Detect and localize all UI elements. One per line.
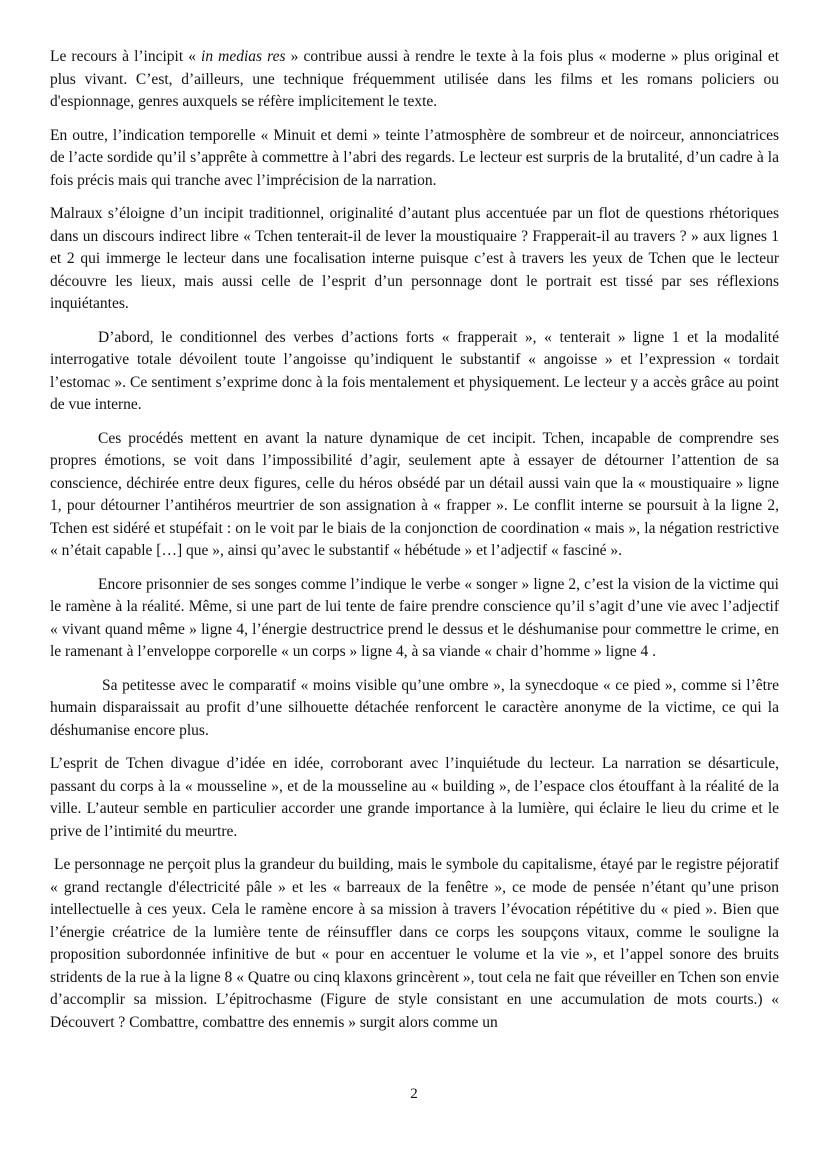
paragraph-incipit: [50, 46, 779, 114]
paragraph-conditionnel: D’abord, le conditionnel des verbes d’actions forts « frapperait », « tenterait » ligne 1 et la modalité interrogative totale dévoilent toute l’angoisse qu’indiquent le substantif « angoisse » et l’expression « tordait l’estomac ». Ce sentiment s’exprime donc à la fois mentalement et physiquement. Le lecteur y a accès grâce au point de vue interne.: [50, 328, 779, 413]
paragraph-petitesse: Sa petitesse avec le comparatif « moins visible qu’une ombre », la synecdoque « ce pied », comme si l’être humain disparaissait au profit d’une silhouette détachée renforcent le caractère anonyme de la victime, ce qui la déshumanise encore plus.: [50, 676, 779, 739]
paragraph-temporal: En outre, l’indication temporelle « Minuit et demi » teinte l’atmosphère de sombreur et de noirceur, annonciatrices de l’acte sordide qu’il s’apprête à commettre à l’abri des regards. Le lecteur est surpris de la brutalité, d’un cadre à la fois précis mais qui tranche avec l’imprécision de la narration.: [50, 126, 779, 189]
paragraph-procedes: Ces procédés mettent en avant la nature dynamique de cet incipit. Tchen, incapable de comprendre ses propres émotions, se voit dans l’impossibilité d’agir, seulement apte à essayer de détourner l’attention de sa conscience, déchirée entre deux figures, celle du héros obsédé par un détail aussi vain que la « moustiquaire » ligne 1, pour détourner l’antihéros meurtrier de son assignation à « frapper ». Le conflit interne se poursuit à la ligne 2, Tchen est sidéré et stupéfait : on le voit par le biais de la conjonction de coordination « mais », la négation restrictive « n’était capable […] que », ainsi qu’avec le substantif « hébétude » et l’adjectif « fasciné ».: [50, 429, 779, 559]
paragraph-incipit-pre: Le recours à l’incipit «: [50, 48, 202, 65]
paragraph-incipit-post: » contribue aussi à rendre le texte à la fois plus « moderne » plus original et plus vivant. C’est, d’ailleurs, une technique fréquemment utilisée dans les films et les romans policiers ou d'espionnage, genres auxquels se réfère implicitement le texte.: [50, 48, 780, 110]
latin-phrase: in medias res: [201, 48, 286, 65]
paragraph-personnage: Le personnage ne perçoit plus la grandeur du building, mais le symbole du capitalisme, étayé par le registre péjoratif « grand rectangle d'électricité pâle » et les « barreaux de la fenêtre », ce mode de pensée n’étant qu’une prison intellectuelle à ces yeux. Cela le ramène encore à sa mission à travers l’évocation répétitive du « pied ». Bien que l’énergie créatrice de la lumière tente de réinsuffler dans ce corps les soupçons vitaux, comme le souligne la proposition subordonnée infinitive de but « pour en accentuer le volume et la vie », et l’appel sonore des bruits stridents de la rue à la ligne 8 « Quatre ou cinq klaxons grincèrent », tout cela ne fait que réveiller en Tchen son envie d’accomplir sa mission. L’épitrochasme (Figure de style consistant en une accumulation de mots courts.) « Découvert ? Combattre, combattre des ennemis » surgit alors comme un: [50, 856, 779, 1031]
paragraph-prisonnier: Encore prisonnier de ses songes comme l’indique le verbe « songer » ligne 2, c’est la vision de la victime qui le ramène à la réalité. Même, si une part de lui tente de faire prendre conscience qu’il s’agit d’une vie avec l’adjectif « vivant quand même » ligne 4, l’énergie destructrice prend le dessus et le déshumanise pour commettre le crime, en le ramenant à l’enveloppe corporelle « un corps » ligne 4, à sa viande « chair d’homme » ligne 4 .: [50, 575, 779, 660]
document-page: [50, 46, 779, 1045]
page-number: 2: [410, 1086, 418, 1102]
paragraph-esprit: L’esprit de Tchen divague d’idée en idée, corroborant avec l’inquiétude du lecteur. La narration se désarticule, passant du corps à la « mousseline », et de la mousseline au « building », de l’espace clos étouffant à la réalité de la ville. L’auteur semble en particulier accorder une grande importance à la lumière, qui éclaire le lieu du crime et le prive de l’intimité du meurtre.: [50, 755, 779, 840]
paragraph-malraux: Malraux s’éloigne d’un incipit traditionnel, originalité d’autant plus accentuée par un flot de questions rhétoriques dans un discours indirect libre « Tchen tenterait-il de lever la moustiquaire ? Frapperait-il au travers ? » aux lignes 1 et 2 qui immerge le lecteur dans une focalisation interne puisque c’est à travers les yeux de Tchen que le lecteur découvre les lieux, mais aussi celle de l’esprit d’un personnage dont le portrait est tissé par ses réflexions inquiétantes.: [50, 205, 779, 312]
